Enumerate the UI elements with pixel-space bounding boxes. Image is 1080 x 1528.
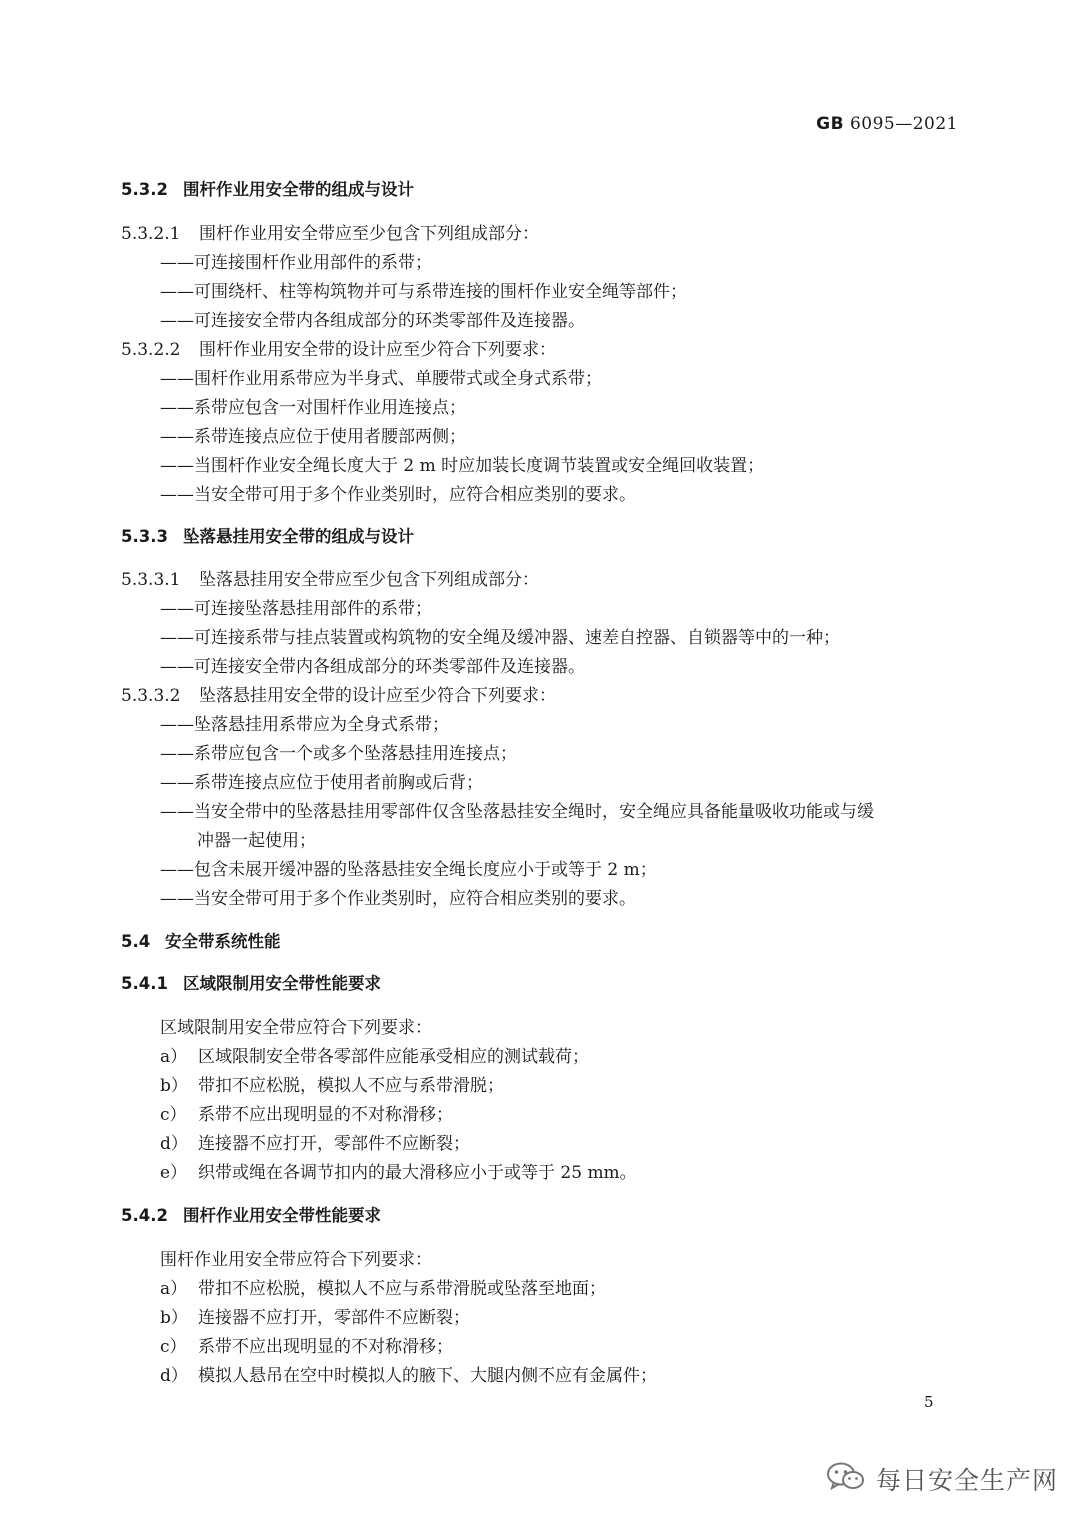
- list-item: ——坠落悬挂用系带应为全身式系带；: [160, 715, 449, 735]
- list-item: b） 连接器不应打开，零部件不应断裂；: [160, 1308, 470, 1328]
- wechat-icon: [826, 1461, 866, 1497]
- section-heading-5-4-1: 5.4.1 区域限制用安全带性能要求: [121, 974, 381, 993]
- list-item: a） 带扣不应松脱，模拟人不应与系带滑脱或坠落至地面；: [160, 1279, 606, 1299]
- list-item: ——当安全带中的坠落悬挂用零部件仅含坠落悬挂安全绳时，安全绳应具备能量吸收功能或与缓: [160, 802, 874, 822]
- standard-number: [816, 114, 958, 134]
- list-item: d） 连接器不应打开，零部件不应断裂；: [160, 1134, 470, 1154]
- page-number: 5: [924, 1393, 934, 1411]
- list-item: ——系带应包含一个或多个坠落悬挂用连接点；: [160, 744, 517, 764]
- watermark-text: 每日安全生产网: [876, 1466, 1059, 1495]
- clause-5-3-2-2: 5.3.2.2 围杆作业用安全带的设计应至少符合下列要求：: [121, 340, 556, 360]
- watermark: [826, 1462, 1058, 1496]
- list-item: ——系带连接点应位于使用者腰部两侧；: [160, 427, 466, 447]
- section-heading-5-4: 5.4 安全带系统性能: [121, 932, 281, 951]
- section-heading-5-3-3: 5.3.3 坠落悬挂用安全带的组成与设计: [121, 527, 414, 546]
- clause-5-3-2-1: 5.3.2.1 围杆作业用安全带应至少包含下列组成部分：: [121, 224, 539, 244]
- list-item: ——可连接坠落悬挂用部件的系带；: [160, 599, 432, 619]
- standard-code: 6095—2021: [849, 114, 958, 134]
- list-item: a） 区域限制安全带各零部件应能承受相应的测试载荷；: [160, 1047, 589, 1067]
- list-item: ——当围杆作业安全绳长度大于 2 m 时应加装长度调节装置或安全绳回收装置；: [160, 456, 765, 476]
- list-item: ——系带连接点应位于使用者前胸或后背；: [160, 773, 483, 793]
- list-item: ——可连接安全带内各组成部分的环类零部件及连接器。: [160, 311, 585, 331]
- list-item: b） 带扣不应松脱，模拟人不应与系带滑脱；: [160, 1076, 504, 1096]
- list-item: ——系带应包含一对围杆作业用连接点；: [160, 398, 466, 418]
- standard-prefix: GB: [816, 114, 845, 134]
- clause-5-3-3-1: 5.3.3.1 坠落悬挂用安全带应至少包含下列组成部分：: [121, 570, 539, 590]
- section-heading-5-3-2: 5.3.2 围杆作业用安全带的组成与设计: [121, 180, 414, 199]
- list-item-continuation: 冲器一起使用；: [197, 831, 316, 851]
- list-item: c） 系带不应出现明显的不对称滑移；: [160, 1337, 453, 1357]
- list-item: ——可围绕杆、柱等构筑物并可与系带连接的围杆作业安全绳等部件；: [160, 282, 687, 302]
- list-item: ——当安全带可用于多个作业类别时，应符合相应类别的要求。: [160, 485, 636, 505]
- list-item: ——包含未展开缓冲器的坠落悬挂安全绳长度应小于或等于 2 m；: [160, 860, 657, 880]
- list-item: ——可连接围杆作业用部件的系带；: [160, 253, 432, 273]
- list-item: c） 系带不应出现明显的不对称滑移；: [160, 1105, 453, 1125]
- list-item: ——围杆作业用系带应为半身式、单腰带式或全身式系带；: [160, 369, 602, 389]
- paragraph-intro: 围杆作业用安全带应符合下列要求：: [160, 1250, 432, 1270]
- list-item: ——可连接系带与挂点装置或构筑物的安全绳及缓冲器、速差自控器、自锁器等中的一种；: [160, 628, 840, 648]
- list-item: e） 织带或绳在各调节扣内的最大滑移应小于或等于 25 mm。: [160, 1163, 637, 1183]
- section-heading-5-4-2: 5.4.2 围杆作业用安全带性能要求: [121, 1206, 381, 1225]
- list-item: ——当安全带可用于多个作业类别时，应符合相应类别的要求。: [160, 889, 636, 909]
- clause-5-3-3-2: 5.3.3.2 坠落悬挂用安全带的设计应至少符合下列要求：: [121, 686, 556, 706]
- list-item: d） 模拟人悬吊在空中时模拟人的腋下、大腿内侧不应有金属件；: [160, 1366, 657, 1386]
- list-item: ——可连接安全带内各组成部分的环类零部件及连接器。: [160, 657, 585, 677]
- paragraph-intro: 区域限制用安全带应符合下列要求：: [160, 1018, 432, 1038]
